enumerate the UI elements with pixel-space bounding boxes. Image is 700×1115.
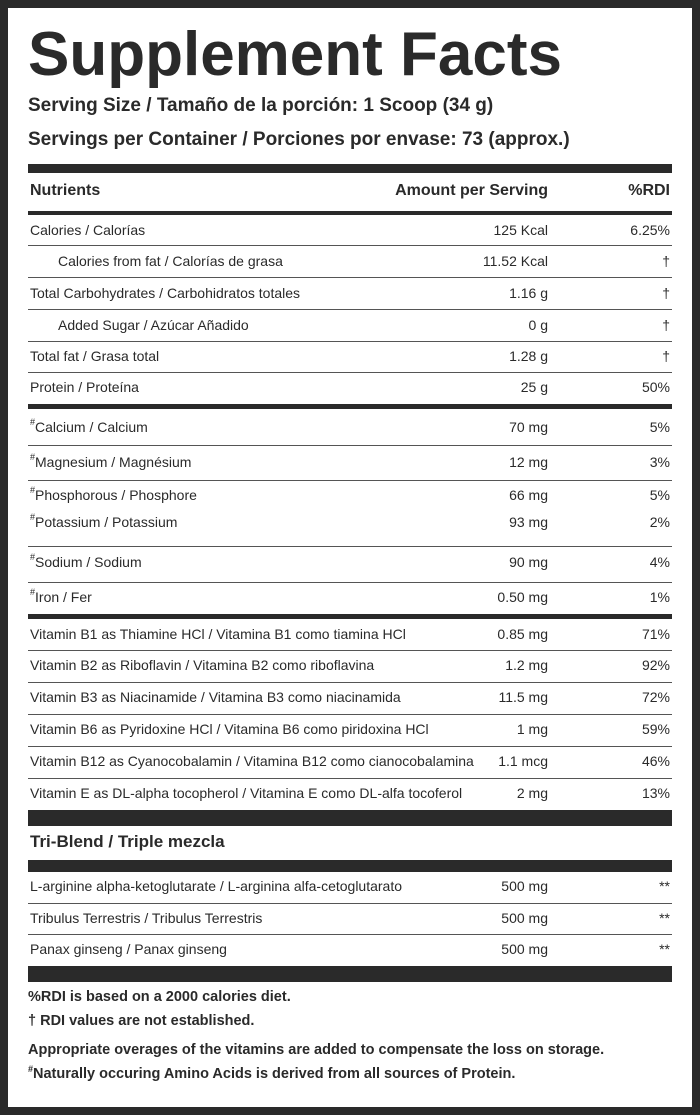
nutrient-rdi: 4%	[649, 554, 670, 570]
divider-thick	[28, 164, 672, 173]
blend-ingredient-name: Panax ginseng / Panax ginseng	[30, 941, 227, 957]
nutrient-rdi: 92%	[641, 657, 670, 673]
blend-ingredient-amount: 500 mg	[501, 941, 548, 957]
divider-thick	[28, 860, 672, 872]
nutrient-rdi: 1%	[649, 589, 670, 605]
row-divider	[28, 778, 672, 779]
nutrient-amount: 1.2 mg	[505, 657, 548, 673]
nutrient-rdi: 2%	[649, 514, 670, 530]
nutrient-label: Sodium / Sodium	[35, 554, 142, 570]
divider-header	[28, 211, 672, 215]
footnote-rdi-basis: %RDI is based on a 2000 calories diet.	[28, 989, 291, 1005]
blend-ingredient-rdi: **	[659, 878, 670, 894]
blend-ingredient-name: L-arginine alpha-ketoglutarate / L-arginina alfa-cetoglutarato	[30, 878, 403, 894]
nutrient-rdi: 5%	[649, 419, 670, 435]
nutrient-name: Calories from fat / Calorías de grasa	[58, 253, 283, 269]
row-divider	[28, 682, 672, 683]
nutrient-amount: 125 Kcal	[493, 222, 548, 238]
amino-mark: #	[30, 417, 36, 427]
nutrient-amount: 12 mg	[509, 454, 548, 470]
amino-mark: #	[30, 512, 36, 522]
nutrient-name: Total Carbohydrates / Carbohidratos totales	[30, 285, 301, 301]
nutrient-rdi: 13%	[641, 785, 670, 801]
blend-ingredient-rdi: **	[659, 941, 670, 957]
row-divider	[28, 546, 672, 547]
nutrient-amount: 70 mg	[509, 419, 548, 435]
header-nutrients: Nutrients	[30, 182, 101, 199]
nutrient-rdi: †	[662, 253, 670, 269]
page-title: Supplement Facts	[28, 20, 562, 89]
nutrient-name	[30, 487, 197, 503]
nutrient-name: Calories / Calorías	[30, 222, 146, 238]
divider-section	[28, 614, 672, 619]
nutrient-amount: 11.5 mg	[498, 689, 548, 705]
nutrient-name	[30, 454, 191, 470]
serving-size: Serving Size / Tamaño de la porción: 1 Scoop (34 g)	[28, 95, 494, 116]
nutrient-label: Potassium / Potassium	[35, 514, 178, 530]
nutrient-name: Vitamin B1 as Thiamine HCl / Vitamina B1 como tiamina HCl	[30, 626, 406, 642]
blend-ingredient-amount: 500 mg	[501, 910, 548, 926]
divider-thick	[28, 966, 672, 982]
servings-per-container: Servings per Container / Porciones por envase: 73 (approx.)	[28, 129, 570, 150]
amino-mark: #	[28, 1064, 34, 1074]
nutrient-rdi: †	[662, 348, 670, 364]
nutrient-amount: 1.28 g	[509, 348, 548, 364]
divider-section	[28, 404, 672, 409]
row-divider	[28, 480, 672, 481]
footnote-overages: Appropriate overages of the vitamins are added to compensate the loss on storage.	[28, 1042, 605, 1058]
nutrient-name	[30, 514, 177, 530]
nutrient-amount: 0 g	[528, 317, 548, 333]
nutrient-rdi: †	[662, 285, 670, 301]
nutrient-name: Vitamin B12 as Cyanocobalamin / Vitamina B12 como cianocobalamina	[30, 753, 474, 769]
row-divider	[28, 582, 672, 583]
footnote-amino	[28, 1066, 515, 1082]
nutrient-rdi: 71%	[641, 626, 670, 642]
row-divider	[28, 445, 672, 446]
nutrient-amount: 11.52 Kcal	[482, 253, 548, 269]
nutrient-rdi: †	[662, 317, 670, 333]
nutrient-rdi: 6.25%	[630, 222, 670, 238]
nutrient-amount: 90 mg	[509, 554, 548, 570]
nutrient-rdi: 72%	[641, 689, 670, 705]
row-divider	[28, 650, 672, 651]
row-divider	[28, 903, 672, 904]
nutrient-name	[30, 419, 148, 435]
row-divider	[28, 372, 672, 373]
blend-ingredient-rdi: **	[659, 910, 670, 926]
row-divider	[28, 277, 672, 278]
blend-ingredient-amount: 500 mg	[501, 878, 548, 894]
divider-thick	[28, 810, 672, 826]
nutrient-name: Protein / Proteína	[30, 379, 139, 395]
row-divider	[28, 934, 672, 935]
nutrient-amount: 0.85 mg	[497, 626, 548, 642]
nutrient-rdi: 59%	[641, 721, 670, 737]
row-divider	[28, 714, 672, 715]
nutrient-label: Magnesium / Magnésium	[35, 454, 192, 470]
nutrient-amount: 1.16 g	[509, 285, 548, 301]
blend-title: Tri-Blend / Triple mezcla	[30, 832, 225, 851]
nutrient-rdi: 46%	[641, 753, 670, 769]
nutrient-amount: 1 mg	[516, 721, 548, 737]
nutrient-name	[30, 554, 142, 570]
nutrient-name: Vitamin B6 as Pyridoxine HCl / Vitamina B6 como piridoxina HCl	[30, 721, 429, 737]
nutrient-label: Iron / Fer	[35, 589, 92, 605]
nutrient-amount: 2 mg	[516, 785, 548, 801]
nutrient-name: Total fat / Grasa total	[30, 348, 160, 364]
nutrient-amount: 66 mg	[509, 487, 548, 503]
amino-mark: #	[30, 452, 36, 462]
nutrient-label: Phosphorous / Phosphore	[35, 487, 197, 503]
footnote-dagger: † RDI values are not established.	[28, 1013, 255, 1029]
row-divider	[28, 341, 672, 342]
nutrient-rdi: 3%	[649, 454, 670, 470]
row-divider	[28, 245, 672, 246]
nutrient-amount: 0.50 mg	[497, 589, 548, 605]
amino-mark: #	[30, 485, 36, 495]
nutrient-rdi: 50%	[641, 379, 670, 395]
nutrient-amount: 1.1 mcg	[498, 753, 548, 769]
row-divider	[28, 746, 672, 747]
header-rdi: %RDI	[628, 182, 670, 199]
nutrient-label: Calcium / Calcium	[35, 419, 148, 435]
nutrient-amount: 25 g	[520, 379, 548, 395]
blend-ingredient-name: Tribulus Terrestris / Tribulus Terrestris	[30, 910, 263, 926]
row-divider	[28, 309, 672, 310]
supplement-facts-panel	[8, 8, 692, 1107]
nutrient-rdi: 5%	[649, 487, 670, 503]
nutrient-name: Vitamin B3 as Niacinamide / Vitamina B3 como niacinamida	[30, 689, 401, 705]
amino-mark: #	[30, 587, 36, 597]
nutrient-name: Added Sugar / Azúcar Añadido	[58, 317, 249, 333]
nutrient-amount: 93 mg	[509, 514, 548, 530]
nutrient-name: Vitamin B2 as Riboflavin / Vitamina B2 como riboflavina	[30, 657, 375, 673]
footnote-amino-text: Naturally occuring Amino Acids is derived from all sources of Protein.	[33, 1066, 516, 1082]
table-header	[28, 182, 672, 204]
amino-mark: #	[30, 552, 36, 562]
header-amount: Amount per Serving	[395, 182, 548, 199]
nutrient-name: Vitamin E as DL-alpha tocopherol / Vitamina E como DL-alfa tocoferol	[30, 785, 463, 801]
nutrient-name	[30, 589, 92, 605]
